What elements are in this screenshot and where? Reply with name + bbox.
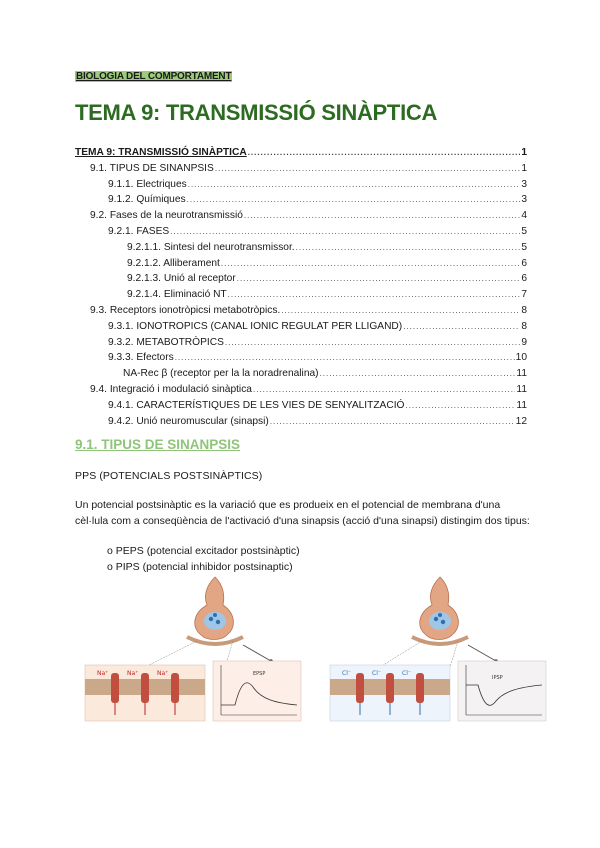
ion-label: Na⁺	[127, 670, 139, 677]
toc-entry-title: 9.4.2. Unió neuromuscular (sinapsi)	[108, 415, 269, 427]
toc-entry-title: 9.3.2. METABOTRÒPICS	[108, 336, 224, 348]
toc-entry[interactable]	[75, 366, 527, 382]
toc-entry-page: 9	[521, 336, 527, 348]
epsp-figure	[75, 575, 305, 725]
toc-entry-page: 6	[521, 257, 527, 269]
toc-leader-dots	[296, 240, 521, 256]
toc-entry[interactable]	[75, 398, 527, 414]
toc-entry[interactable]	[75, 145, 527, 161]
toc-entry-title: 9.1.2. Químiques	[108, 194, 186, 206]
toc-entry[interactable]	[75, 303, 527, 319]
toc-entry[interactable]	[75, 256, 527, 272]
membrane-panel	[330, 665, 450, 721]
toc-entry-page: 4	[521, 210, 527, 222]
toc-entry-title: 9.3.3. Efectors	[108, 352, 174, 364]
toc-leader-dots	[244, 208, 520, 224]
ion-label: Cl⁻	[372, 670, 382, 677]
toc-entry-page: 5	[521, 241, 527, 253]
toc-leader-dots	[320, 366, 516, 382]
graph-label: EPSP	[253, 671, 266, 677]
toc-entry[interactable]	[75, 287, 527, 303]
toc-entry[interactable]	[75, 319, 527, 335]
toc-leader-dots	[225, 335, 520, 351]
ion-label: Na⁺	[157, 670, 169, 677]
toc-entry-title: 9.1.1. Electriques	[108, 178, 187, 190]
epsp-graph	[213, 661, 301, 721]
toc-entry-title: 9.2.1.3. Unió al receptor	[127, 273, 236, 285]
toc-entry[interactable]	[75, 192, 527, 208]
bullet-list	[107, 544, 300, 575]
toc-entry-page: 11	[516, 399, 527, 411]
toc-leader-dots	[221, 256, 520, 272]
toc-entry-title: 9.3. Receptors ionotròpicsi metabotròpics.	[90, 304, 281, 316]
toc-leader-dots	[237, 271, 521, 287]
toc-entry[interactable]	[75, 271, 527, 287]
toc-leader-dots	[405, 398, 515, 414]
course-label: BIOLOGIA DEL COMPORTAMENT	[76, 71, 232, 82]
synapse-illustration	[145, 577, 273, 667]
membrane-panel	[85, 665, 205, 721]
graph-label: IPSP	[492, 675, 503, 681]
toc-leader-dots	[281, 303, 520, 319]
toc-entry-page: 11	[516, 368, 527, 380]
toc-leader-dots	[188, 177, 521, 193]
toc-entry-page: 12	[515, 415, 527, 427]
toc-entry-title: 9.4.1. CARACTERÍSTIQUES DE LES VIES DE SENYALITZACIÓ	[108, 399, 405, 411]
toc-leader-dots	[170, 224, 520, 240]
ion-label: Cl⁻	[402, 670, 412, 677]
toc-entry-title: 9.2. Fases de la neurotransmissió	[90, 210, 243, 222]
toc-entry-page: 8	[521, 304, 527, 316]
toc-entry-page: 1	[521, 147, 527, 158]
toc-leader-dots	[248, 145, 521, 161]
toc-entry[interactable]	[75, 414, 527, 430]
bullet-item: o PEPS (potencial excitador postsinàptic)	[107, 545, 300, 557]
toc-entry-title: 9.4. Integració i modulació sinàptica	[90, 383, 252, 395]
toc-entry-page: 3	[521, 194, 527, 206]
toc-entry-page: 1	[521, 162, 527, 174]
toc-entry-title: 9.2.1.4. Eliminació NT	[127, 289, 227, 301]
bullet-item: o PIPS (potencial inhibidor postsinaptic)	[107, 560, 293, 573]
toc-leader-dots	[253, 382, 515, 398]
toc-entry[interactable]	[75, 382, 527, 398]
toc-entry-title: 9.3.1. IONOTROPICS (CANAL IONIC REGULAT PER LLIGAND)	[108, 320, 403, 332]
toc-entry[interactable]	[75, 161, 527, 177]
toc-entry-title: 9.2.1.2. Alliberament	[127, 257, 220, 269]
page-title: TEMA 9: TRANSMISSIÓ SINÀPTICA	[75, 100, 438, 125]
toc-leader-dots	[175, 350, 515, 366]
section-heading: 9.1. TIPUS DE SINANPSIS	[75, 437, 241, 452]
toc-entry[interactable]	[75, 177, 527, 193]
ion-label: Na⁺	[97, 670, 109, 677]
ipsp-figure	[320, 575, 550, 725]
toc-entry-page: 6	[521, 273, 527, 285]
toc-entry-page: 3	[521, 178, 527, 190]
toc-entry-page: 11	[516, 383, 527, 395]
toc-leader-dots	[215, 161, 521, 177]
toc-entry-page: 5	[521, 225, 527, 237]
toc-entry-page: 7	[521, 289, 527, 301]
toc-leader-dots	[403, 319, 520, 335]
toc-entry-title: 9.2.1.1. Sintesi del neurotransmissor.	[127, 241, 295, 253]
table-of-contents	[75, 145, 527, 429]
toc-entry[interactable]	[75, 208, 527, 224]
body-paragraph: Un potencial postsinàptic es la variació que es produeix en el potencial de membrana d'una cèl·lula com a conseqüència de l'activació d'una sinapsis (acció d'una sinapsi) distingim dos tipus:	[75, 499, 530, 527]
toc-entry-title: NA-Rec β (receptor per la la noradrenalina)	[123, 368, 319, 380]
toc-entry-title: 9.2.1. FASES	[108, 225, 170, 237]
ipsp-graph	[458, 661, 546, 721]
toc-entry[interactable]	[75, 224, 527, 240]
subheading: PPS (POTENCIALS POSTSINÀPTICS)	[75, 470, 263, 482]
toc-entry-page: 8	[521, 320, 527, 332]
toc-leader-dots	[187, 192, 521, 208]
toc-leader-dots	[270, 414, 515, 430]
toc-entry-title: TEMA 9: TRANSMISSIÓ SINÀPTICA	[75, 147, 247, 158]
toc-entry[interactable]	[75, 240, 527, 256]
synapse-illustration	[380, 577, 498, 667]
toc-entry-page: 10	[515, 352, 527, 364]
ion-label: Cl⁻	[342, 670, 352, 677]
toc-entry[interactable]	[75, 350, 527, 366]
toc-entry-title: 9.1. TIPUS DE SINANPSIS	[90, 162, 214, 174]
toc-entry[interactable]	[75, 335, 527, 351]
toc-leader-dots	[228, 287, 521, 303]
